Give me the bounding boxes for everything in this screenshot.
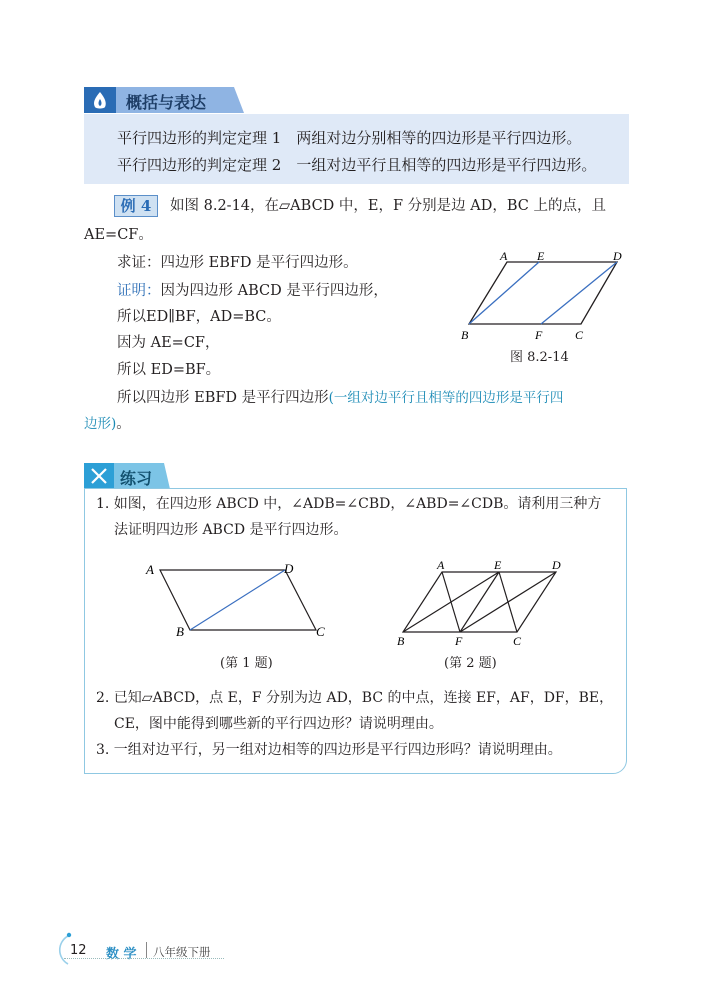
point-e-label: E <box>494 558 502 572</box>
proof-reason-cont: 边形) <box>84 416 117 432</box>
example-statement-line1: 如图 8.2-14，在▱ABCD 中，E，F 分别是边 AD，BC 上的点，且 <box>170 198 606 214</box>
point-d-label: D <box>284 561 294 576</box>
point-a-label: A <box>146 562 154 577</box>
point-d-label: D <box>552 558 561 572</box>
diagonal-bd <box>190 570 285 630</box>
point-c-label: C <box>575 328 584 342</box>
footer-subject: 数 学 <box>106 947 137 962</box>
example-statement-line2: AE=CF。 <box>84 227 153 243</box>
point-f-label: F <box>455 634 463 648</box>
prove-statement: 求证：四边形 EBFD 是平行四边形。 <box>117 255 358 271</box>
theorem-1: 平行四边形的判定定理 1 两组对边分别相等的四边形是平行四边形。 <box>117 129 582 147</box>
point-d-label: D <box>613 249 622 263</box>
theorem-2: 平行四边形的判定定理 2 一组对边平行且相等的四边形是平行四边形。 <box>117 156 597 174</box>
point-b-label: B <box>176 624 184 639</box>
segment-ce <box>499 572 517 632</box>
segment-ef <box>460 572 499 632</box>
parallelogram-abcd <box>469 262 617 324</box>
summary-title: 概括与表达 <box>126 93 207 112</box>
figure-1-caption: (第 1 题) <box>220 656 273 671</box>
proof-conclusion: 所以四边形 EBFD 是平行四边形 <box>117 390 329 406</box>
point-c-label: C <box>316 624 325 639</box>
figure-caption: 图 8.2-14 <box>510 350 569 365</box>
point-b-label: B <box>461 328 469 342</box>
point-e-label: E <box>537 249 545 263</box>
page-number: 12 <box>70 943 87 958</box>
proof-line-1: 因为四边形 ABCD 是平行四边形， <box>160 283 388 299</box>
question-3: 3. 一组对边平行，另一组对边相等的四边形是平行四边形吗？请说明理由。 <box>96 742 562 758</box>
segment-be <box>403 572 499 632</box>
point-f-label: F <box>535 328 543 342</box>
example-label: 例 4 <box>114 195 158 217</box>
point-a-label: A <box>500 249 508 263</box>
footer-book: 八年级下册 <box>153 945 211 959</box>
point-a-label: A <box>437 558 445 572</box>
question-1-line1: 1. 如图，在四边形 ABCD 中，∠ADB=∠CBD，∠ABD=∠CDB。请利用三种方 <box>96 496 602 512</box>
proof-line-4: 所以 ED=BF。 <box>117 362 221 378</box>
figure-question-2 <box>392 556 582 648</box>
figure-2-caption: (第 2 题) <box>444 656 497 671</box>
footer-divider <box>146 942 147 958</box>
proof-label: 证明： <box>117 283 161 299</box>
figure-question-1 <box>140 556 340 646</box>
question-2-line2: CE，图中能得到哪些新的平行四边形？请说明理由。 <box>114 716 443 732</box>
figure-8-2-14 <box>455 248 635 348</box>
footer-rule <box>64 958 224 959</box>
segment-fd <box>541 262 617 324</box>
question-1-line2: 法证明四边形 ABCD 是平行四边形。 <box>114 522 348 538</box>
segment-be <box>469 262 539 324</box>
proof-line-3: 因为 AE=CF， <box>117 335 220 351</box>
proof-reason: (一组对边平行且相等的四边形是平行四 <box>328 390 564 406</box>
proof-line-2: 所以ED∥BF，AD=BC。 <box>117 309 281 325</box>
point-b-label: B <box>397 634 405 648</box>
point-c-label: C <box>513 634 522 648</box>
question-2-line1: 2. 已知▱ABCD，点 E，F 分别为边 AD，BC 的中点，连接 EF，AF，DF，BE， <box>96 690 614 706</box>
exercise-title: 练习 <box>120 469 153 488</box>
proof-end: 。 <box>116 416 131 432</box>
